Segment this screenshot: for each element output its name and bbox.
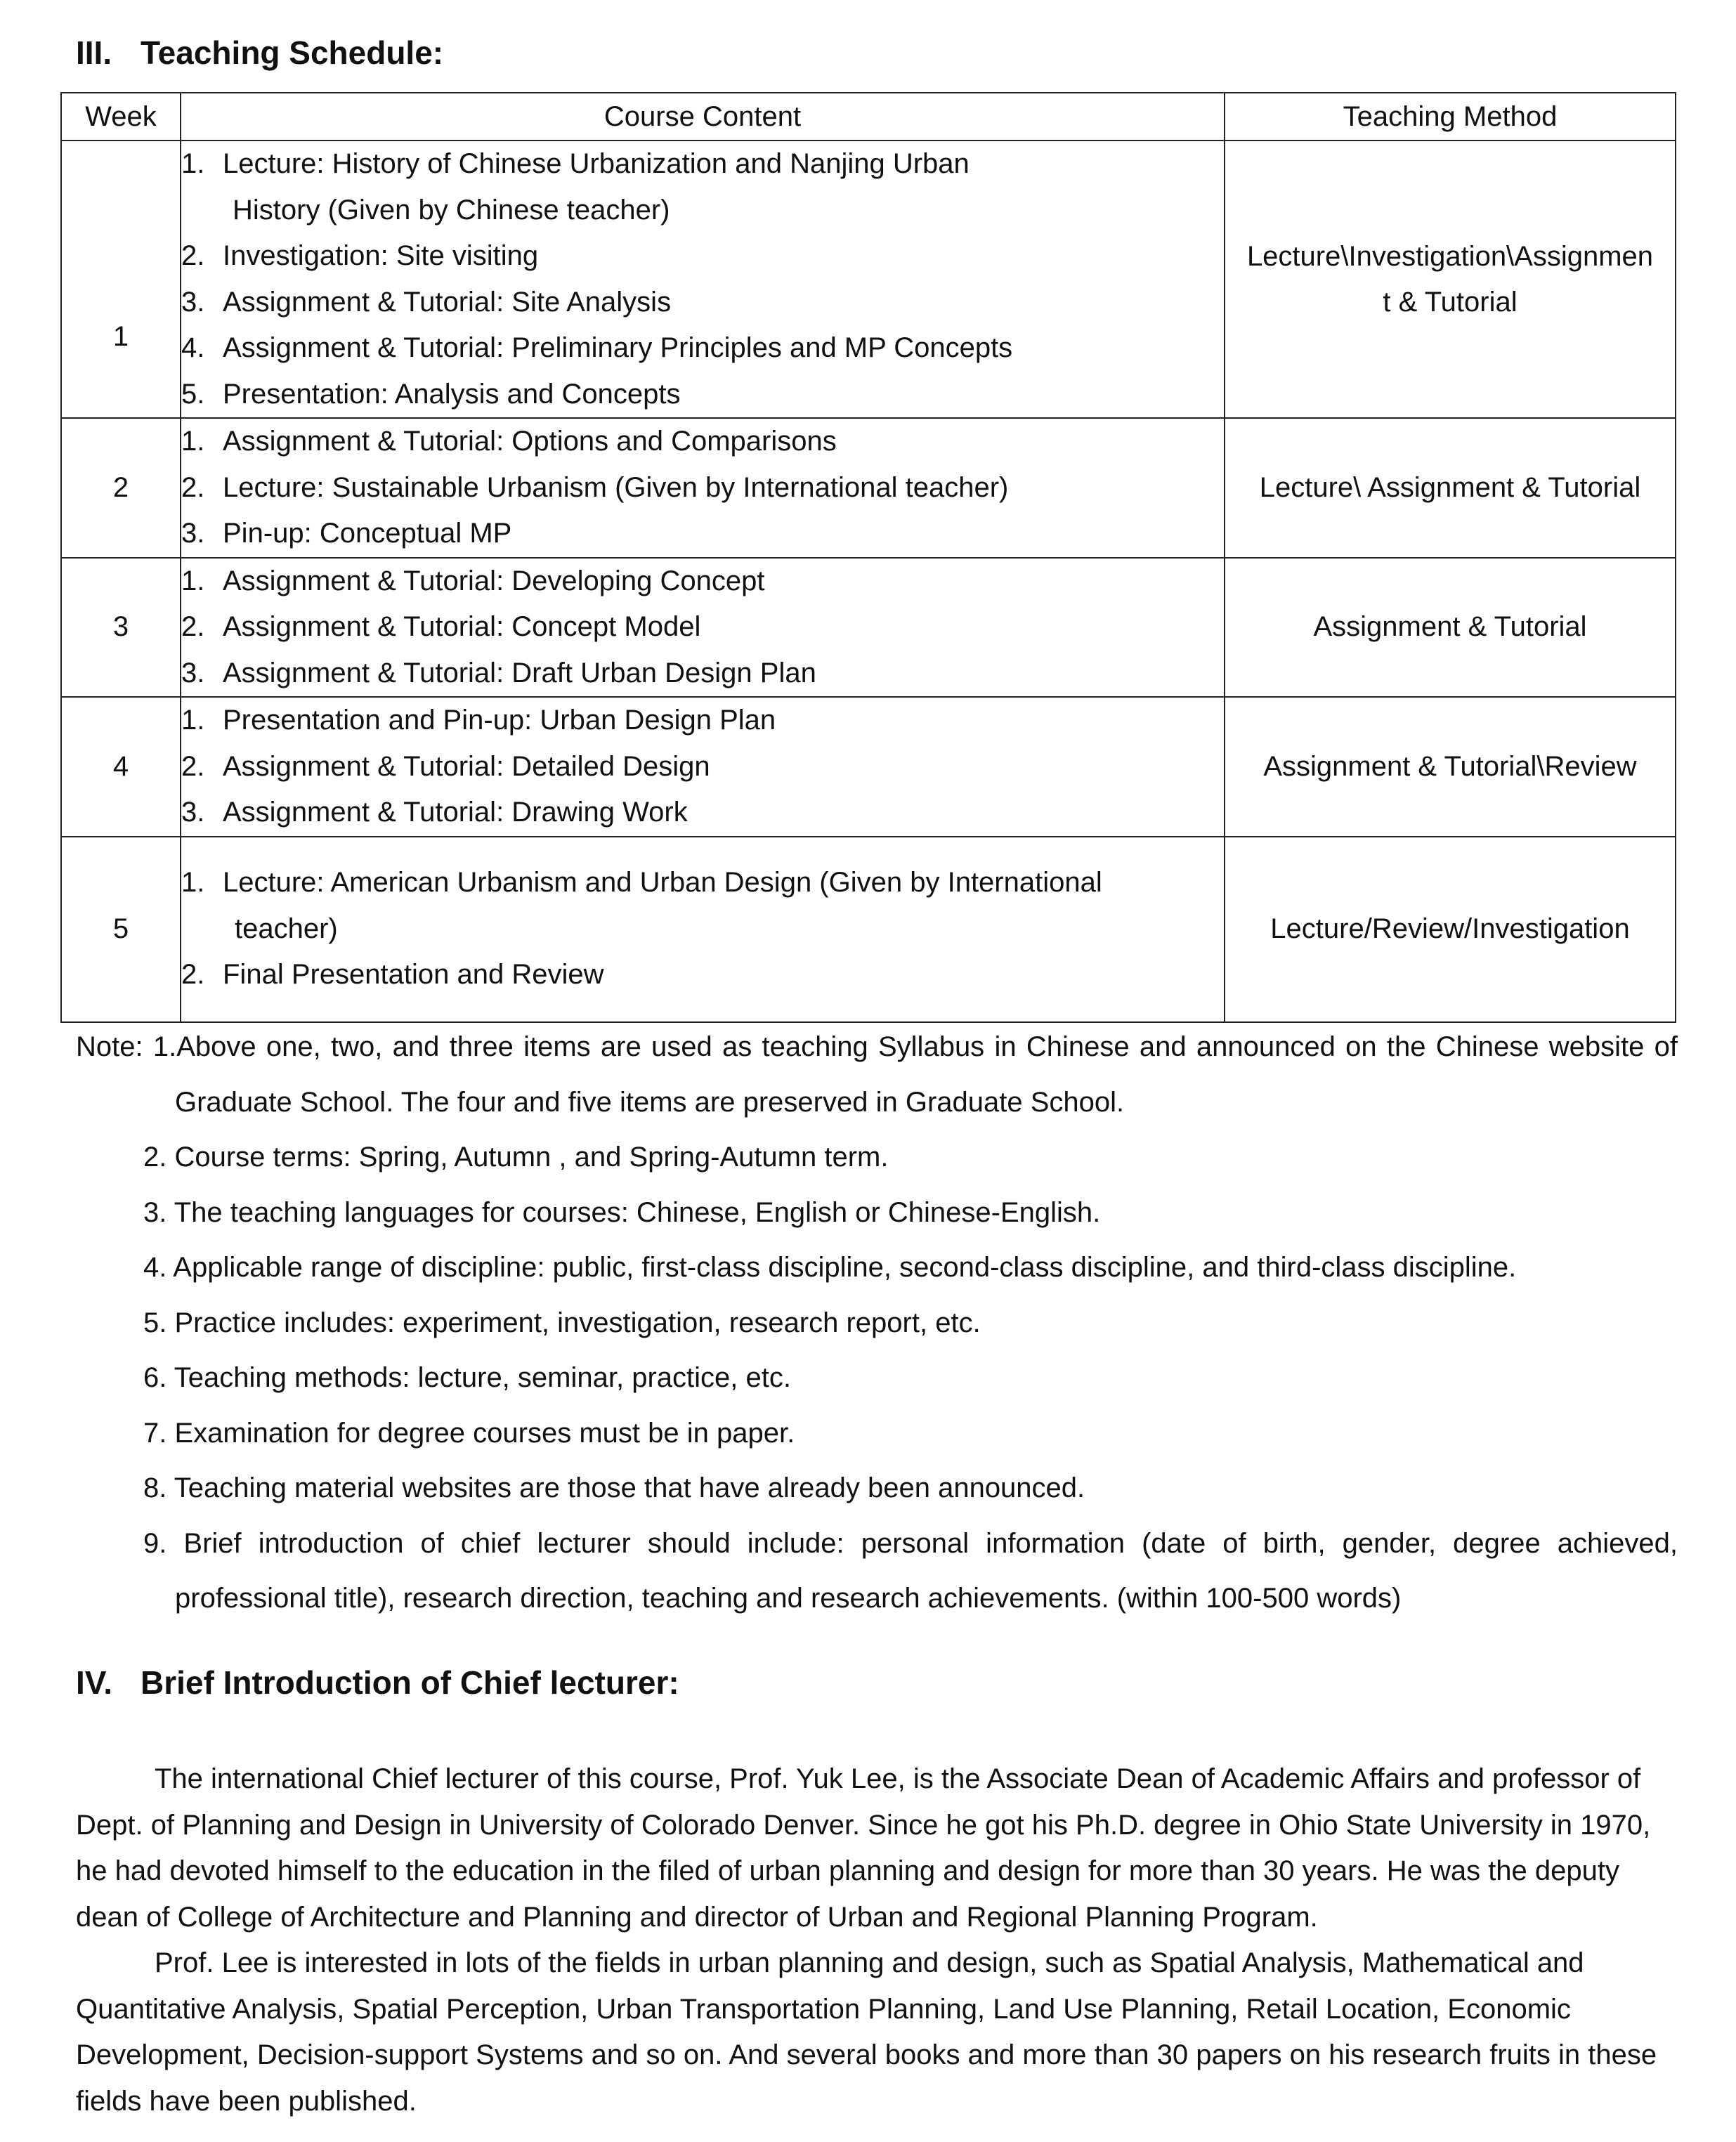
list-item: [181, 952, 1224, 998]
note-item: 3. The teaching languages for courses: Chinese, English or Chinese-English.: [143, 1196, 1101, 1228]
course-content-cell: [181, 697, 1225, 837]
course-content-cell: [181, 141, 1225, 418]
teaching-schedule-table: [60, 92, 1676, 1023]
section-number: III.: [76, 34, 112, 71]
item-text: Investigation: Site visiting: [223, 240, 539, 271]
item-text: Assignment & Tutorial: Options and Comparisons: [223, 426, 837, 457]
section-title: Teaching Schedule:: [141, 34, 444, 71]
teaching-method-cell: [1225, 837, 1676, 1022]
item-text: Assignment & Tutorial: Site Analysis: [223, 286, 672, 318]
item-text: Pin-up: Conceptual MP: [223, 518, 512, 549]
item-number: 5.: [181, 378, 205, 410]
item-text: Presentation: Analysis and Concepts: [223, 378, 681, 410]
item-text: Assignment & Tutorial: Concept Model: [223, 611, 701, 642]
section-number: IV.: [76, 1664, 113, 1701]
item-number: 3.: [181, 518, 205, 549]
note-item: 7. Examination for degree courses must be in paper.: [143, 1417, 795, 1449]
item-number: 2.: [181, 611, 205, 642]
list-item: [181, 280, 1224, 326]
method-line: Lecture/Review/Investigation: [1270, 913, 1630, 944]
week-number: 4: [112, 750, 129, 782]
item-line: History (Given by Chinese teacher): [233, 194, 670, 226]
content-list: [181, 419, 1224, 557]
item-text: Presentation and Pin-up: Urban Design Plan: [223, 705, 776, 736]
item-text: Assignment & Tutorial: Developing Concept: [223, 565, 765, 596]
week-cell: [61, 837, 181, 1022]
week-cell: [61, 697, 181, 837]
method-line: Assignment & Tutorial: [1313, 611, 1587, 643]
item-number: 3.: [181, 286, 205, 318]
list-item: [181, 233, 1224, 280]
item-text: Assignment & Tutorial: Draft Urban Design Plan: [223, 657, 816, 688]
content-list: [181, 559, 1224, 697]
note-item: 5. Practice includes: experiment, investigation, research report, etc.: [143, 1307, 981, 1338]
item-number: 2.: [181, 240, 205, 271]
item-text: Final Presentation and Review: [223, 959, 604, 991]
item-text: Assignment & Tutorial: Detailed Design: [223, 750, 710, 782]
table-row: [61, 697, 1676, 837]
item-number: 2.: [181, 471, 205, 503]
list-item: [181, 744, 1224, 790]
teaching-method-cell: [1225, 141, 1676, 418]
content-list: [181, 860, 1224, 998]
section-title: Brief Introduction of Chief lecturer:: [141, 1664, 679, 1701]
list-item: [181, 790, 1224, 836]
note-item: 8. Teaching material websites are those that have already been announced.: [143, 1472, 1085, 1503]
item-line: teacher): [235, 913, 338, 944]
table-header-row: [61, 93, 1676, 141]
item-number: 1.: [181, 426, 205, 457]
teaching-method-cell: [1225, 418, 1676, 558]
table-row: [61, 558, 1676, 698]
section-heading-teaching-schedule: [76, 34, 443, 72]
course-content-cell: [181, 837, 1225, 1022]
note-item: 2. Course terms: Spring, Autumn , and Spring-Autumn term.: [143, 1142, 889, 1173]
note-item: Note: 1.Above one, two, and three items are used as teaching Syllabus in Chinese and announced on the Chinese website of: [76, 1031, 1678, 1062]
note-item: 4. Applicable range of discipline: public, first-class discipline, second-class discipline, and third-class discipline.: [143, 1252, 1517, 1283]
section-heading-chief-lecturer: [76, 1664, 679, 1702]
chief-lecturer-introduction: [76, 1756, 1678, 2124]
header-course-content: Course Content: [181, 93, 1225, 141]
header-teaching-method: Teaching Method: [1225, 93, 1676, 141]
week-number: 2: [112, 471, 129, 503]
week-cell: [61, 558, 181, 698]
item-text: Assignment & Tutorial: Preliminary Principles and MP Concepts: [223, 332, 1013, 363]
teaching-method-cell: [1225, 558, 1676, 698]
list-item: [181, 325, 1224, 372]
week-cell: [61, 141, 181, 418]
method-line: Lecture\ Assignment & Tutorial: [1259, 471, 1641, 503]
item-line: Lecture: American Urbanism and Urban Design (Given by International: [223, 867, 1102, 899]
teaching-method-cell: [1225, 697, 1676, 837]
week-number: 3: [112, 611, 129, 643]
week-number: 5: [112, 913, 129, 944]
item-text: [223, 141, 1224, 233]
table-row: [61, 418, 1676, 558]
item-number: 4.: [181, 332, 205, 363]
item-text: [223, 860, 1224, 952]
item-text: Lecture: Sustainable Urbanism (Given by International teacher): [223, 471, 1009, 503]
content-list: [181, 698, 1224, 836]
method-line: Assignment & Tutorial\Review: [1263, 750, 1637, 782]
list-item: [181, 651, 1224, 697]
intro-paragraph: The international Chief lecturer of this course, Prof. Yuk Lee, is the Associate Dean of Academic Affairs and professor of Dept. of Planning and Design in University of Colorado Denver. Since he got his Ph.D. degree in Ohio State University in 1970, he had devoted himself to the education in the filed of urban planning and design for more than 30 years. He was the deputy dean of College of Architecture and Planning and director of Urban and Regional Planning Program.: [76, 1763, 1651, 1933]
item-number: 2.: [181, 750, 205, 782]
item-text: Assignment & Tutorial: Drawing Work: [223, 797, 688, 828]
note-item: 6. Teaching methods: lecture, seminar, practice, etc.: [143, 1362, 791, 1393]
item-number: 1.: [181, 867, 205, 899]
list-item: [181, 559, 1224, 605]
item-number: 3.: [181, 797, 205, 828]
content-list: [181, 141, 1224, 417]
note-item: 9. Brief introduction of chief lecturer should include: personal information (date of birth, gender, degree achieved,: [143, 1527, 1678, 1559]
course-content-cell: [181, 418, 1225, 558]
table-row: [61, 141, 1676, 418]
note-item-continuation: Graduate School. The four and five items are preserved in Graduate School.: [175, 1086, 1125, 1118]
item-number: 3.: [181, 657, 205, 688]
item-line: Lecture: History of Chinese Urbanization and Nanjing Urban: [223, 148, 970, 179]
note-item-continuation: professional title), research direction, teaching and research achievements. (within 100-500 words): [175, 1583, 1402, 1614]
list-item: [181, 465, 1224, 511]
item-number: 2.: [181, 959, 205, 991]
header-week: Week: [61, 93, 181, 141]
intro-paragraph: Prof. Lee is interested in lots of the fields in urban planning and design, such as Spatial Analysis, Mathematical and Quantitative Analysis, Spatial Perception, Urban Transportation Planning, Land Use Planning, Retail Location, Economic Development, Decision-support Systems and so on. And several books and more than 30 papers on his research fruits in these fields have been published.: [76, 1947, 1657, 2117]
item-number: 1.: [181, 148, 205, 179]
table-row: [61, 837, 1676, 1022]
list-item: [181, 141, 1224, 233]
notes-section: [76, 1019, 1678, 1626]
week-cell: [61, 418, 181, 558]
week-number: 1: [112, 321, 129, 352]
list-item: [181, 419, 1224, 465]
item-number: 1.: [181, 705, 205, 736]
item-number: 1.: [181, 565, 205, 596]
list-item: [181, 511, 1224, 557]
list-item: [181, 372, 1224, 418]
course-content-cell: [181, 558, 1225, 698]
method-line: t & Tutorial: [1383, 286, 1518, 318]
list-item: [181, 860, 1224, 952]
list-item: [181, 698, 1224, 744]
method-line: Lecture\Investigation\Assignmen: [1246, 240, 1654, 272]
list-item: [181, 604, 1224, 651]
